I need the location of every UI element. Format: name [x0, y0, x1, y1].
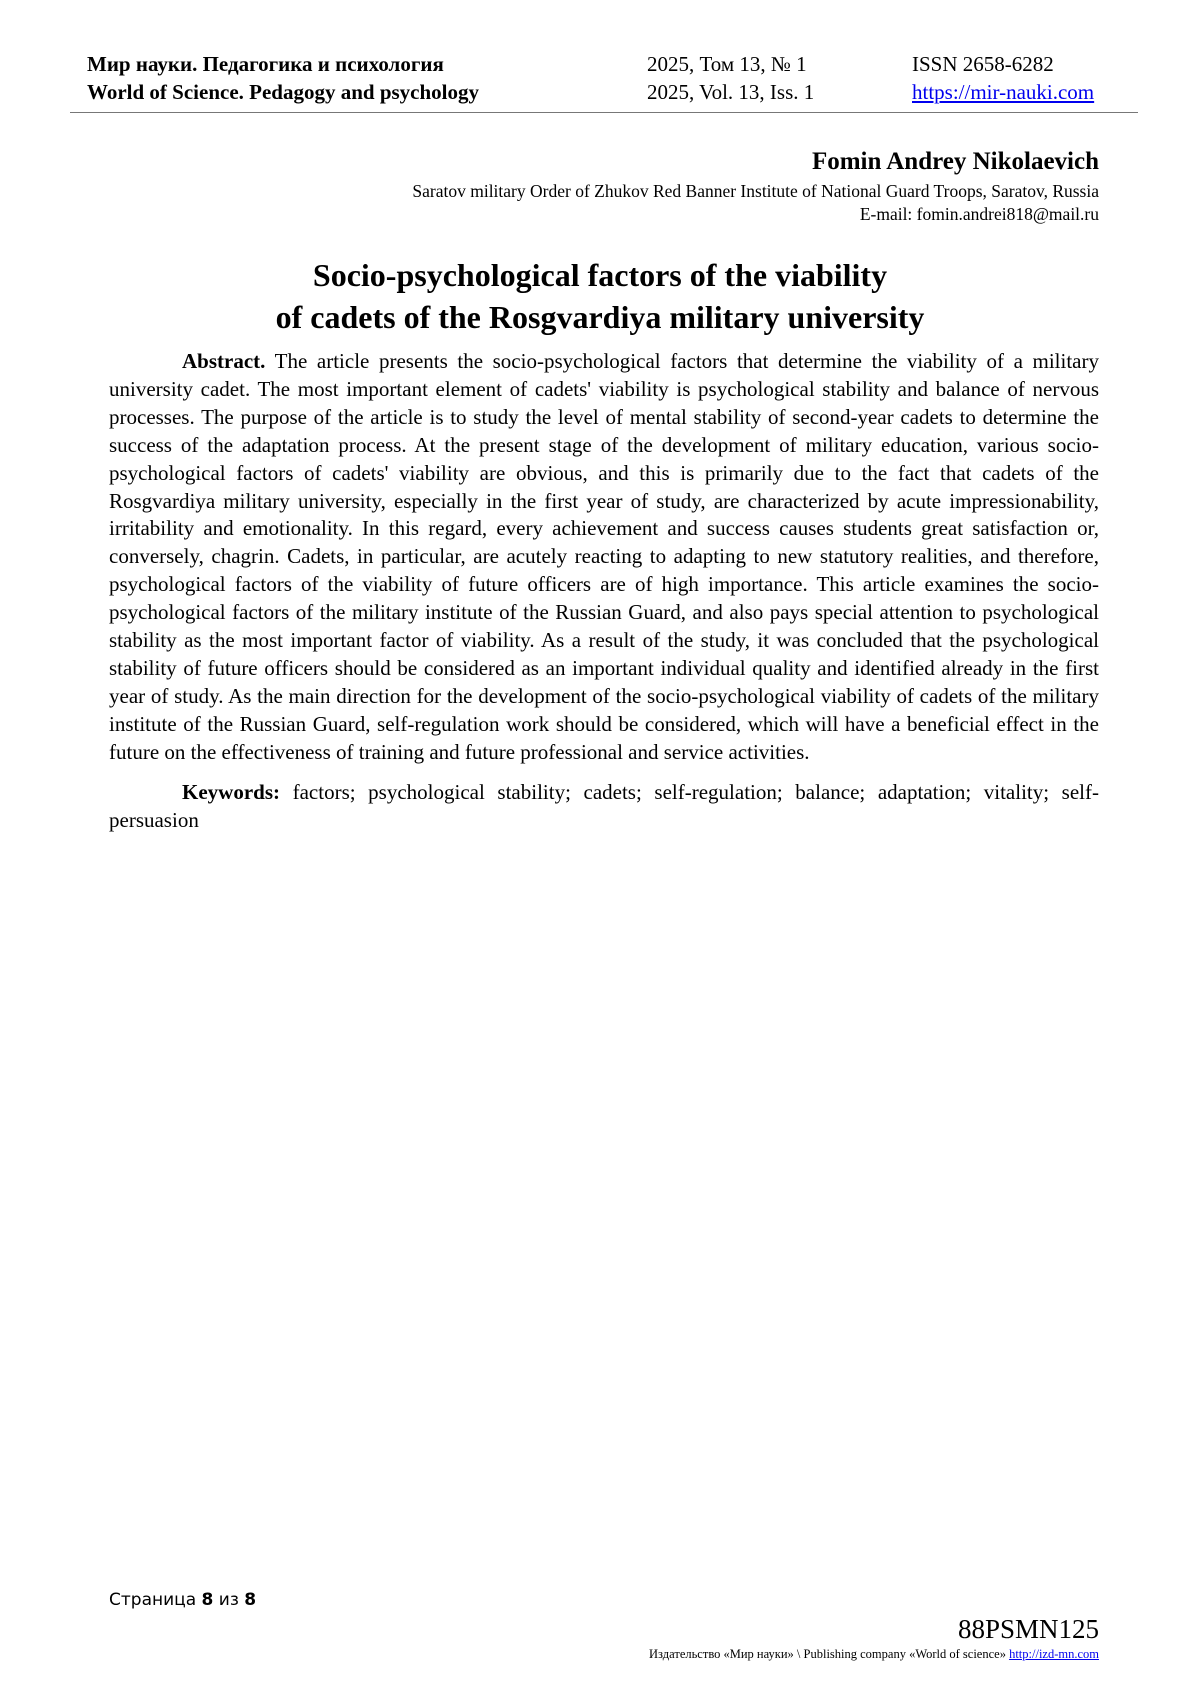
journal-title-ru: Мир науки. Педагогика и психология — [87, 52, 444, 76]
page-current: 8 — [201, 1590, 214, 1610]
publisher-line — [649, 1647, 1099, 1662]
issue-info — [647, 50, 814, 106]
page-total: 8 — [244, 1590, 257, 1610]
keywords-label: Keywords: — [182, 779, 280, 804]
article-body — [109, 348, 1099, 834]
article-code: 88PSMN125 — [957, 1614, 1099, 1644]
publisher-text: Издательство «Мир науки» \ Publishing company «World of science» — [649, 1647, 1010, 1661]
page-of: из — [213, 1590, 245, 1610]
author-affiliation-block — [412, 180, 1099, 226]
publisher-url-link[interactable]: http://izd-mn.com — [1009, 1647, 1099, 1661]
keywords — [109, 779, 1099, 835]
keywords-text: factors; psychological stability; cadets; self-regulation; balance; adaptation; vitality; self-persuasion — [109, 779, 1099, 832]
title-line-2: of cadets of the Rosgvardiya military university — [275, 299, 925, 335]
author-email: E-mail: fomin.andrei818@mail.ru — [859, 204, 1099, 224]
journal-title — [87, 50, 479, 106]
article-title — [0, 254, 1200, 338]
abstract-label: Abstract. — [182, 349, 266, 373]
issn-block — [912, 50, 1094, 106]
title-line-1: Socio-psychological factors of the viability — [312, 257, 888, 293]
journal-title-en: World of Science. Pedagogy and psychology — [87, 80, 480, 104]
header-divider — [70, 112, 1138, 113]
author-affiliation: Saratov military Order of Zhukov Red Banner Institute of National Guard Troops, Saratov, Russia — [412, 181, 1099, 201]
page-prefix: Страница — [109, 1590, 202, 1610]
issue-en: 2025, Vol. 13, Iss. 1 — [647, 80, 815, 104]
abstract-text: The article presents the socio-psychological factors that determine the viability of a military university cadet. The most important element of cadets' viability is psychological stability and balance of nervous processes. The purpose of the article is to study the level of mental stability of second-year cadets to determine the success of the adaptation process. At the present stage of the development of military education, various socio-psychological factors of cadets' viability are obvious, and this is primarily due to the fact that cadets of the Rosgvardiya military university, especially in the first year of study, are characterized by acute impressionability, irritability and emotionality. In this regard, every achievement and success causes students great satisfaction or, conversely, chagrin. Cadets, in particular, are acutely reacting to adapting to new statutory realities, and therefore, psychological factors of the viability of future officers are of high importance. This article examines the socio-psychological factors of the military institute of the Russian Guard, and also pays special attention to psychological stability as the most important factor of viability. As a result of the study, it was concluded that the psychological stability of future officers should be considered as an important individual quality and identified already in the first year of study. As the main direction for the development of the socio-psychological viability of cadets of the military institute of the Russian Guard, self-regulation work should be considered, which will have a beneficial effect in the future on the effectiveness of training and future professional and service activities. — [109, 349, 1099, 764]
issue-ru: 2025, Том 13, № 1 — [647, 52, 807, 76]
issn: ISSN 2658-6282 — [912, 52, 1054, 76]
author-name: Fomin Andrey Nikolaevich — [811, 148, 1099, 175]
page-number — [109, 1590, 256, 1610]
abstract — [109, 348, 1099, 767]
journal-url-link[interactable]: https://mir-nauki.com — [912, 80, 1095, 104]
